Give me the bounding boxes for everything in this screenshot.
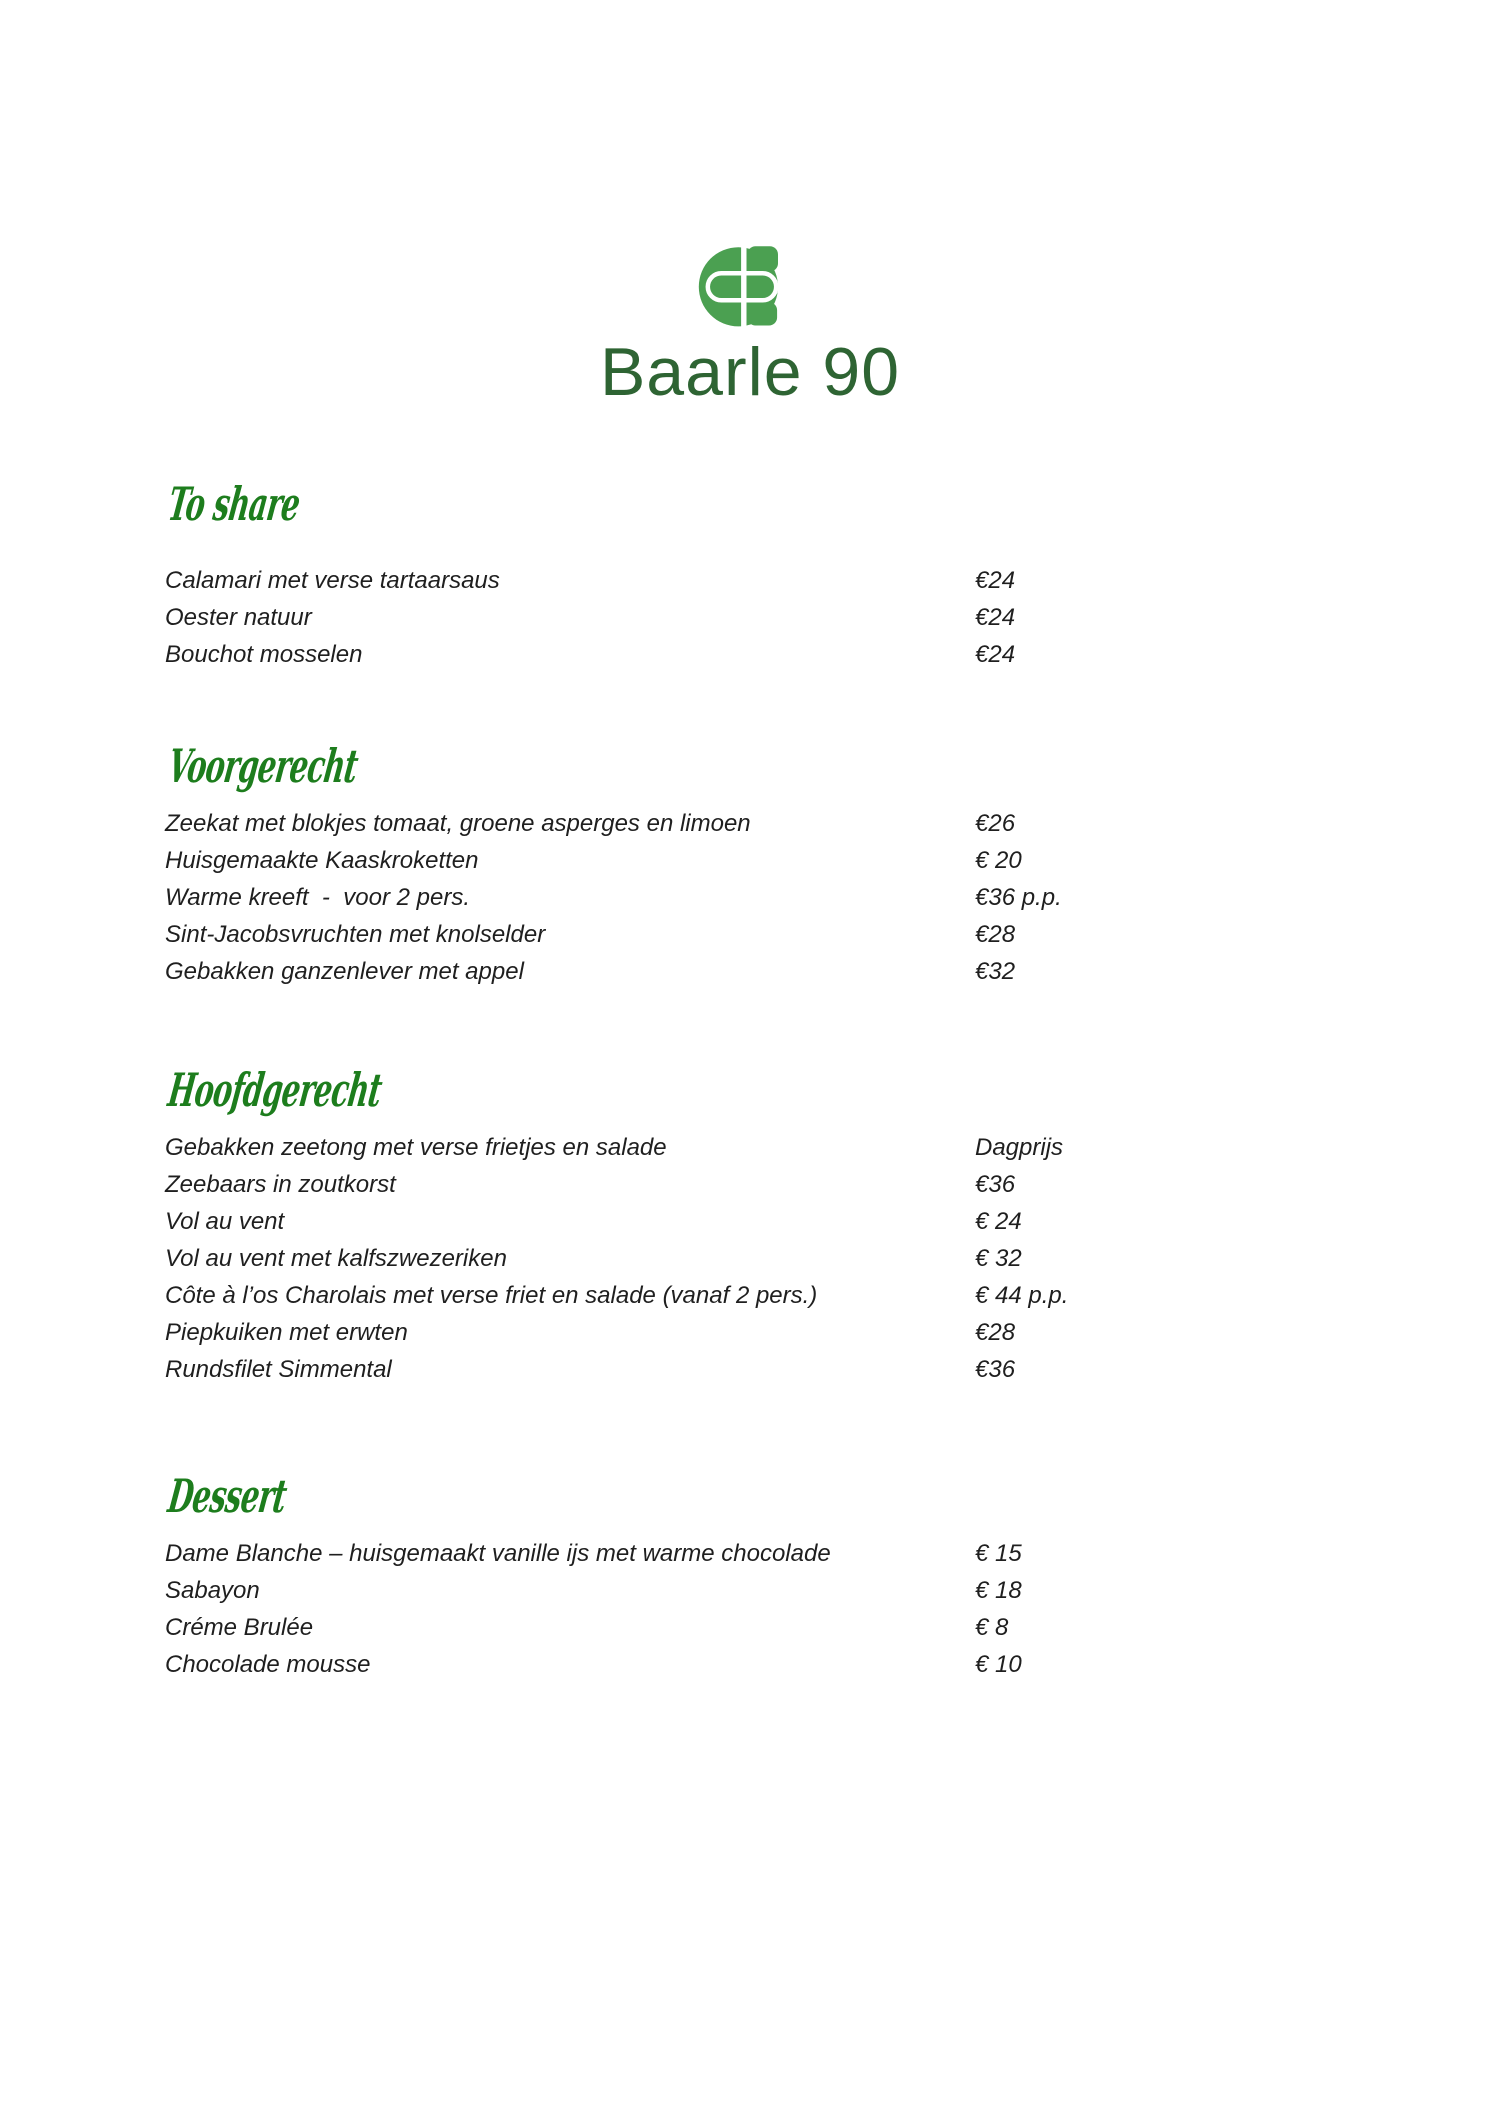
menu-item-row <box>165 599 1355 636</box>
menu-item-price: €24 <box>975 640 1016 668</box>
menu-item-price: €32 <box>975 957 1016 985</box>
menu-item-row <box>165 805 1355 842</box>
menu-item-row <box>165 1166 1355 1203</box>
menu-item-price: €28 <box>975 920 1016 948</box>
logo-mark-icon <box>697 240 787 330</box>
restaurant-logo <box>0 240 1500 410</box>
menu-item-name: Calamari met verse tartaarsaus <box>165 566 500 594</box>
menu-item-name: Piepkuiken met erwten <box>165 1318 408 1346</box>
menu-item-price: € 44 p.p. <box>975 1281 1069 1309</box>
menu-item-price: € 10 <box>975 1650 1022 1678</box>
menu-item-list <box>165 1535 1355 1683</box>
menu-item-name: Dame Blanche – huisgemaakt vanille ijs met warme chocolade <box>165 1539 831 1567</box>
menu-item-row <box>165 953 1355 990</box>
menu-item-name: Bouchot mosselen <box>165 640 363 668</box>
menu-item-price: € 32 <box>975 1244 1022 1272</box>
menu-item-row <box>165 842 1355 879</box>
menu-item-name: Rundsfilet Simmental <box>165 1355 392 1383</box>
menu-item-row <box>165 1314 1355 1351</box>
section-heading: Voorgerecht <box>165 739 362 793</box>
menu-item-price: € 8 <box>975 1613 1009 1641</box>
menu-item-price: €26 <box>975 809 1016 837</box>
menu-item-row <box>165 1240 1355 1277</box>
menu-item-name: Oester natuur <box>165 603 312 631</box>
menu-item-price: € 20 <box>975 846 1022 874</box>
menu-item-name: Chocolade mousse <box>165 1650 371 1678</box>
menu-section-voorgerecht <box>165 738 1355 990</box>
menu-item-list <box>165 562 1355 673</box>
menu-item-row <box>165 636 1355 673</box>
menu-item-name: Warme kreeft - voor 2 pers. <box>165 883 470 911</box>
menu-item-name: Côte à l’os Charolais met verse friet en salade (vanaf 2 pers.) <box>165 1281 818 1309</box>
menu-item-row <box>165 879 1355 916</box>
menu-item-name: Zeebaars in zoutkorst <box>165 1170 396 1198</box>
menu-item-name: Vol au vent <box>165 1207 285 1235</box>
menu-item-name: Huisgemaakte Kaaskroketten <box>165 846 479 874</box>
menu-item-row <box>165 562 1355 599</box>
menu-item-row <box>165 1203 1355 1240</box>
menu-item-row <box>165 1572 1355 1609</box>
menu-item-price: € 15 <box>975 1539 1022 1567</box>
menu-item-name: Zeekat met blokjes tomaat, groene asperges en limoen <box>165 809 751 837</box>
menu-item-price: Dagprijs <box>975 1133 1064 1161</box>
menu-item-name: Créme Brulée <box>165 1613 314 1641</box>
menu-item-row <box>165 1609 1355 1646</box>
menu-item-price: €36 <box>975 1170 1016 1198</box>
logo-wordmark: Baarle 90 <box>599 334 901 410</box>
section-heading: Dessert <box>165 1469 290 1523</box>
menu-section-dessert <box>165 1468 1355 1683</box>
menu-item-price: €24 <box>975 566 1016 594</box>
menu-item-name: Gebakken zeetong met verse frietjes en salade <box>165 1133 667 1161</box>
menu-item-list <box>165 805 1355 990</box>
menu-item-price: €28 <box>975 1318 1016 1346</box>
section-heading: To share <box>165 477 304 531</box>
menu-item-list <box>165 1129 1355 1388</box>
menu-item-row <box>165 1129 1355 1166</box>
menu-item-row <box>165 1646 1355 1683</box>
menu-item-name: Sabayon <box>165 1576 260 1604</box>
menu-item-name: Sint-Jacobsvruchten met knolselder <box>165 920 546 948</box>
section-heading: Hoofdgerecht <box>165 1063 386 1117</box>
menu-section-hoofdgerecht <box>165 1062 1355 1388</box>
menu-item-name: Vol au vent met kalfszwezeriken <box>165 1244 507 1272</box>
menu-item-row <box>165 1351 1355 1388</box>
menu-item-price: €36 p.p. <box>975 883 1062 911</box>
menu-item-price: € 24 <box>975 1207 1022 1235</box>
menu-item-row <box>165 1535 1355 1572</box>
menu-item-price: €36 <box>975 1355 1016 1383</box>
menu-item-price: € 18 <box>975 1576 1022 1604</box>
menu-item-price: €24 <box>975 603 1016 631</box>
menu-item-name: Gebakken ganzenlever met appel <box>165 957 524 985</box>
menu-item-row <box>165 916 1355 953</box>
menu-item-row <box>165 1277 1355 1314</box>
menu-section-to-share <box>165 476 1355 673</box>
